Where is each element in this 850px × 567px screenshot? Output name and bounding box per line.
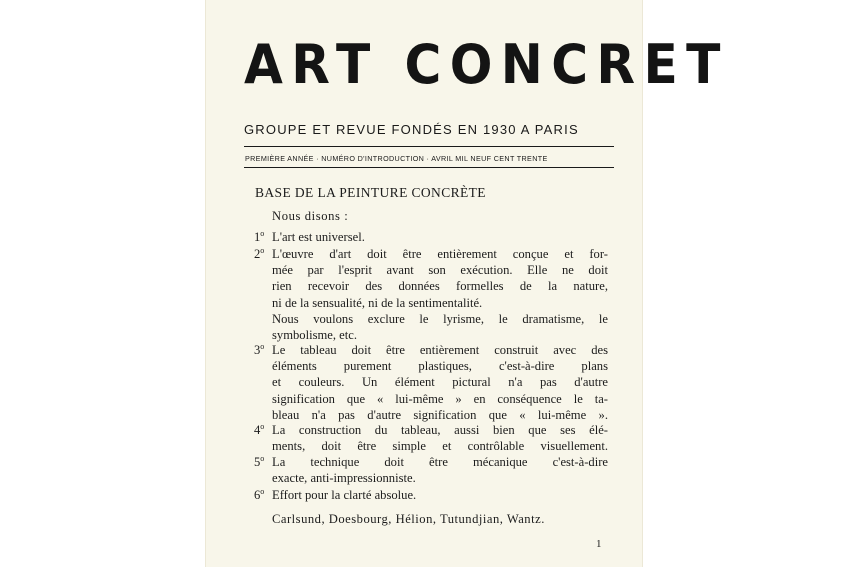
text-line: éléments purement plastiques, c'est-à-dire plans bbox=[272, 359, 608, 374]
text-line: rien recevoir des données formelles de la nature, bbox=[272, 279, 608, 294]
text-line: et couleurs. Un élément pictural n'a pas d'autre bbox=[272, 375, 608, 390]
text-line: ni de la sensualité, ni de la sentimentalité. bbox=[272, 295, 483, 310]
text-line: Nous voulons exclure le lyrisme, le dramatisme, le bbox=[272, 311, 608, 326]
text-line: mée par l'esprit avant son exécution. Elle ne doit bbox=[272, 263, 608, 278]
text-line: bleau n'a pas d'autre signification que « lui-même ». bbox=[272, 407, 608, 422]
magazine-title: ART CONCRET bbox=[244, 33, 729, 96]
text-line: signification que « lui-même » en conséquence le ta- bbox=[272, 391, 608, 406]
point-number: 1$^o$ bbox=[254, 229, 265, 245]
point-number: 4$^o$ bbox=[254, 422, 265, 438]
point-number: 2$^o$ bbox=[254, 246, 265, 262]
bottom-rule bbox=[244, 167, 614, 168]
point-number: 3$^o$ bbox=[254, 342, 265, 358]
point-number: 6$^o$ bbox=[254, 487, 265, 503]
edition-line: PREMIÈRE ANNÉE · NUMÉRO D'INTRODUCTION · AVRIL MIL NEUF CENT TRENTE bbox=[245, 154, 548, 163]
point-2-text bbox=[272, 246, 608, 343]
point-1-text bbox=[272, 229, 365, 245]
point-4-text bbox=[272, 422, 608, 454]
text-line: exacte, anti-impressionniste. bbox=[272, 471, 416, 486]
text-line: La construction du tableau, aussi bien que ses élé- bbox=[272, 423, 608, 437]
text-line: Effort pour la clarté absolue. bbox=[272, 488, 417, 502]
point-6-text bbox=[272, 487, 416, 503]
text-line: La technique doit être mécanique c'est-à-dire bbox=[272, 455, 608, 469]
point-number: 5$^o$ bbox=[254, 454, 265, 470]
page-number: 1 bbox=[596, 538, 602, 550]
top-rule bbox=[244, 146, 614, 147]
text-line: ments, doit être simple et contrôlable visuellement. bbox=[272, 439, 608, 454]
point-3-text bbox=[272, 342, 608, 423]
text-line: Le tableau doit être entièrement construit avec des bbox=[272, 343, 608, 357]
point-5-text bbox=[272, 454, 608, 486]
article-heading: BASE DE LA PEINTURE CONCRÈTE bbox=[255, 185, 486, 200]
text-line: L'œuvre d'art doit être entièrement conçue et for- bbox=[272, 247, 608, 261]
text-line: symbolisme, etc. bbox=[272, 328, 357, 343]
article-intro: Nous disons : bbox=[272, 209, 349, 223]
text-line: L'art est universel. bbox=[272, 230, 365, 244]
magazine-subtitle: GROUPE ET REVUE FONDÉS EN 1930 A PARIS bbox=[244, 122, 579, 137]
signatories: Carlsund, Doesbourg, Hélion, Tutundjian, Wantz. bbox=[272, 512, 545, 526]
